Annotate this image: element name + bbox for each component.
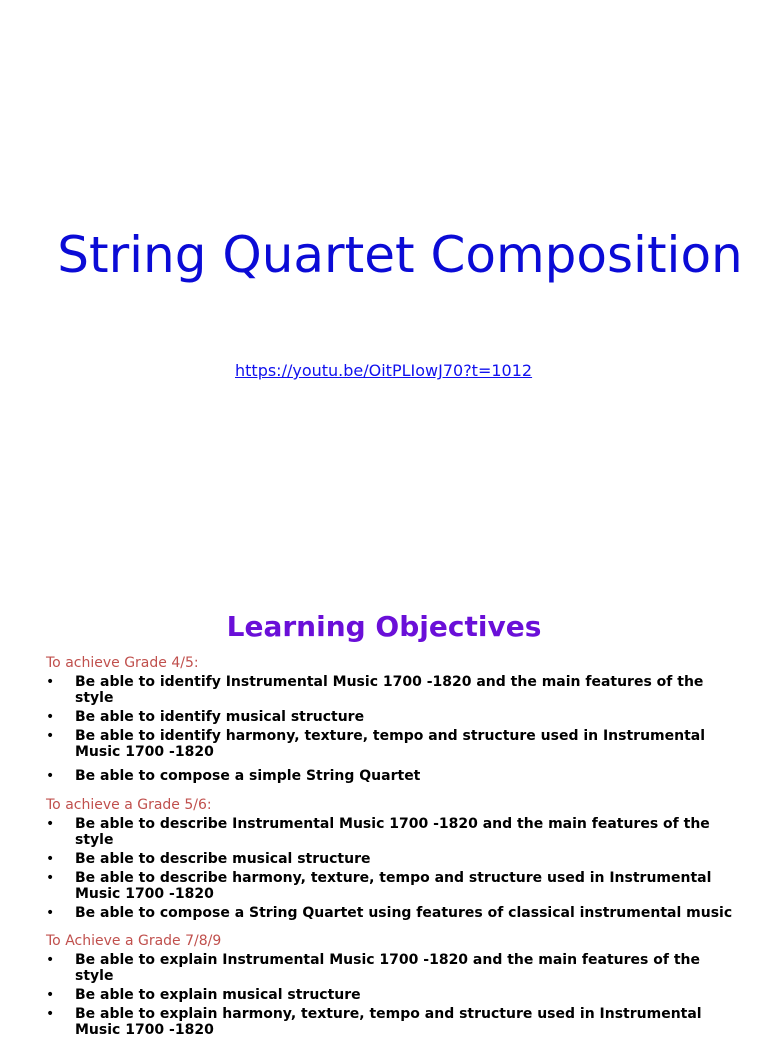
bullet-icon: • [46,768,55,784]
objective-item: • Be able to explain musical structure [46,987,361,1003]
learning-objectives-heading: Learning Objectives [226,610,542,643]
objective-item: • Be able to describe harmony, texture, tempo and structure used in Instrumental Music 1700 -1820 [46,870,712,902]
objective-list [46,951,746,1040]
bullet-icon: • [46,728,55,744]
bullet-icon: • [46,674,55,690]
grade-label: To achieve Grade 4/5: [46,655,199,671]
objective-item: • Be able to explain harmony, texture, tempo and structure used in Instrumental Music 1700 -1820 [46,1006,702,1038]
objective-item: • Be able to describe Instrumental Music 1700 -1820 and the main features of the style [46,816,710,848]
page-title: String Quartet Composition [57,226,743,284]
video-link[interactable]: https://youtu.be/OitPLIowJ70?t=1012 [235,361,533,380]
bullet-icon: • [46,816,55,832]
grade-label: To Achieve a Grade 7/8/9 [46,933,222,949]
bullet-icon: • [46,952,55,968]
objective-item: • Be able to identify harmony, texture, tempo and structure used in Instrumental Music 1700 -1820 [46,728,706,760]
objective-item: • Be able to compose a simple String Quartet [46,768,421,784]
bullet-icon: • [46,1006,55,1022]
bullet-icon: • [46,870,55,886]
objective-item: • Be able to compose a String Quartet using features of classical instrumental music [46,905,733,921]
objective-item: • Be able to identify Instrumental Music 1700 -1820 and the main features of the style [46,674,704,706]
bullet-icon: • [46,987,55,1003]
bullet-icon: • [46,905,55,921]
bullet-icon: • [46,709,55,725]
bullet-icon: • [46,851,55,867]
objective-list [46,815,746,923]
objective-list [46,673,746,786]
grade-section-5-6 [46,796,746,923]
objective-item: • Be able to explain Instrumental Music 1700 -1820 and the main features of the style [46,952,700,984]
objective-item: • Be able to identify musical structure [46,709,365,725]
grade-label: To achieve a Grade 5/6: [46,797,212,813]
objective-item: • Be able to describe musical structure [46,851,371,867]
grade-section-4-5 [46,654,746,786]
